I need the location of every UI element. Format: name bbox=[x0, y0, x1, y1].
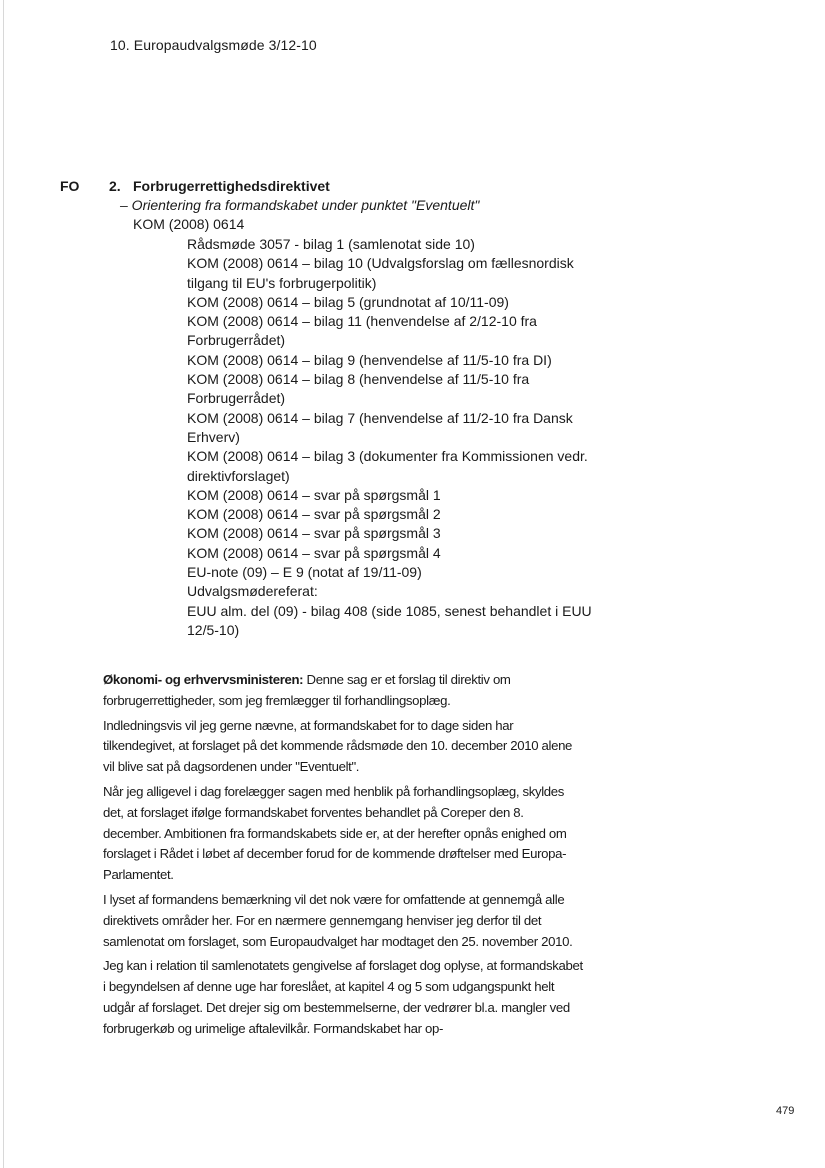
document-item: KOM (2008) 0614 – bilag 7 (henvendelse af 11/2-10 fra Dansk Erhverv) bbox=[187, 409, 573, 445]
party-label: FO bbox=[60, 178, 80, 194]
speech-paragraph: I lyset af formandens bemærkning vil det nok være for omfattende at gennemgå alle direktivets områder her. For en nærmere gennemgang henviser jeg derfor til det samlenotat om forslaget, som Europaudvalget har modtaget den 25. november 2010. bbox=[103, 891, 573, 949]
page-edge-line bbox=[3, 0, 4, 1168]
document-item: KOM (2008) 0614 – svar på spørgsmål 1 bbox=[187, 486, 441, 503]
agenda-item-number: 2. bbox=[109, 178, 121, 194]
minister-speech bbox=[103, 670, 585, 1044]
document-item: KOM (2008) 0614 – bilag 3 (dokumenter fra Kommissionen vedr. direktivforslaget) bbox=[187, 448, 588, 484]
document-item: KOM (2008) 0614 – bilag 10 (Udvalgsforslag om fællesnordisk tilgang til EU's forbrugerpolitik) bbox=[187, 255, 574, 291]
speech-opening: Denne sag er et forslag til direktiv om forbrugerrettigheder, som jeg fremlægger til forhandlingsoplæg. bbox=[103, 672, 511, 708]
agenda-item-reference: KOM (2008) 0614 bbox=[133, 216, 245, 232]
document-item: Rådsmøde 3057 - bilag 1 (samlenotat side 10) bbox=[187, 236, 475, 252]
speech-paragraph: Indledningsvis vil jeg gerne nævne, at formandskabet for to dage siden har tilkendegivet, at forslaget på det kommende rådsmøde den 10. december 2010 alene vil blive sat på dagsordenen under "Eventuelt". bbox=[103, 717, 573, 775]
document-item: KOM (2008) 0614 – bilag 11 (henvendelse af 2/12-10 fra Forbrugerrådet) bbox=[187, 313, 537, 349]
meeting-header: 10. Europaudvalgsmøde 3/12-10 bbox=[110, 37, 317, 53]
agenda-item-subtitle: – Orientering fra formandskabet under punktet "Eventuelt" bbox=[120, 197, 480, 213]
agenda-item-title: Forbrugerrettighedsdirektivet bbox=[133, 178, 330, 194]
speaker-name: Økonomi- og erhvervsministeren: bbox=[103, 672, 304, 687]
document-item: KOM (2008) 0614 – svar på spørgsmål 3 bbox=[187, 525, 441, 542]
document-item: KOM (2008) 0614 – svar på spørgsmål 4 bbox=[187, 544, 441, 561]
document-item: KOM (2008) 0614 – bilag 9 (henvendelse af 11/5-10 fra DI) bbox=[187, 351, 552, 368]
document-item: KOM (2008) 0614 – bilag 8 (henvendelse af 11/5-10 fra Forbrugerrådet) bbox=[187, 371, 530, 407]
page-number: 479 bbox=[776, 1105, 795, 1117]
document-item: KOM (2008) 0614 – svar på spørgsmål 2 bbox=[187, 506, 441, 523]
speech-paragraph: Når jeg alligevel i dag forelægger sagen med henblik på forhandlingsoplæg, skyldes det, at forslaget ifølge formandskabet forventes behandlet på Coreper den 8. december. Ambitionen fra formandskabets side er, at der herefter opnås enighed om forslaget i Rådet i løbet af december forud for de kommende drøftelser med Europa-Parlamentet. bbox=[103, 783, 567, 883]
document-list bbox=[187, 235, 597, 640]
speech-paragraph bbox=[103, 670, 585, 712]
document-item: KOM (2008) 0614 – bilag 5 (grundnotat af 10/11-09) bbox=[187, 293, 509, 310]
document-item: EUU alm. del (09) - bilag 408 (side 1085, senest behandlet i EUU 12/5-10) bbox=[187, 602, 592, 638]
document-item: EU-note (09) – E 9 (notat af 19/11-09) bbox=[187, 564, 422, 581]
document-item: Udvalgsmødereferat: bbox=[187, 583, 318, 600]
speech-paragraph: Jeg kan i relation til samlenotatets gengivelse af forslaget dog oplyse, at formandskabet i begyndelsen af denne uge har foreslået, at kapitel 4 og 5 som udgangspunkt helt udgår af forslaget. Det drejer sig om bestemmelserne, der vedrører bl.a. mangler ved forbrugerkøb og urimelige aftalevilkår. Formandskabet har op- bbox=[103, 958, 583, 1036]
